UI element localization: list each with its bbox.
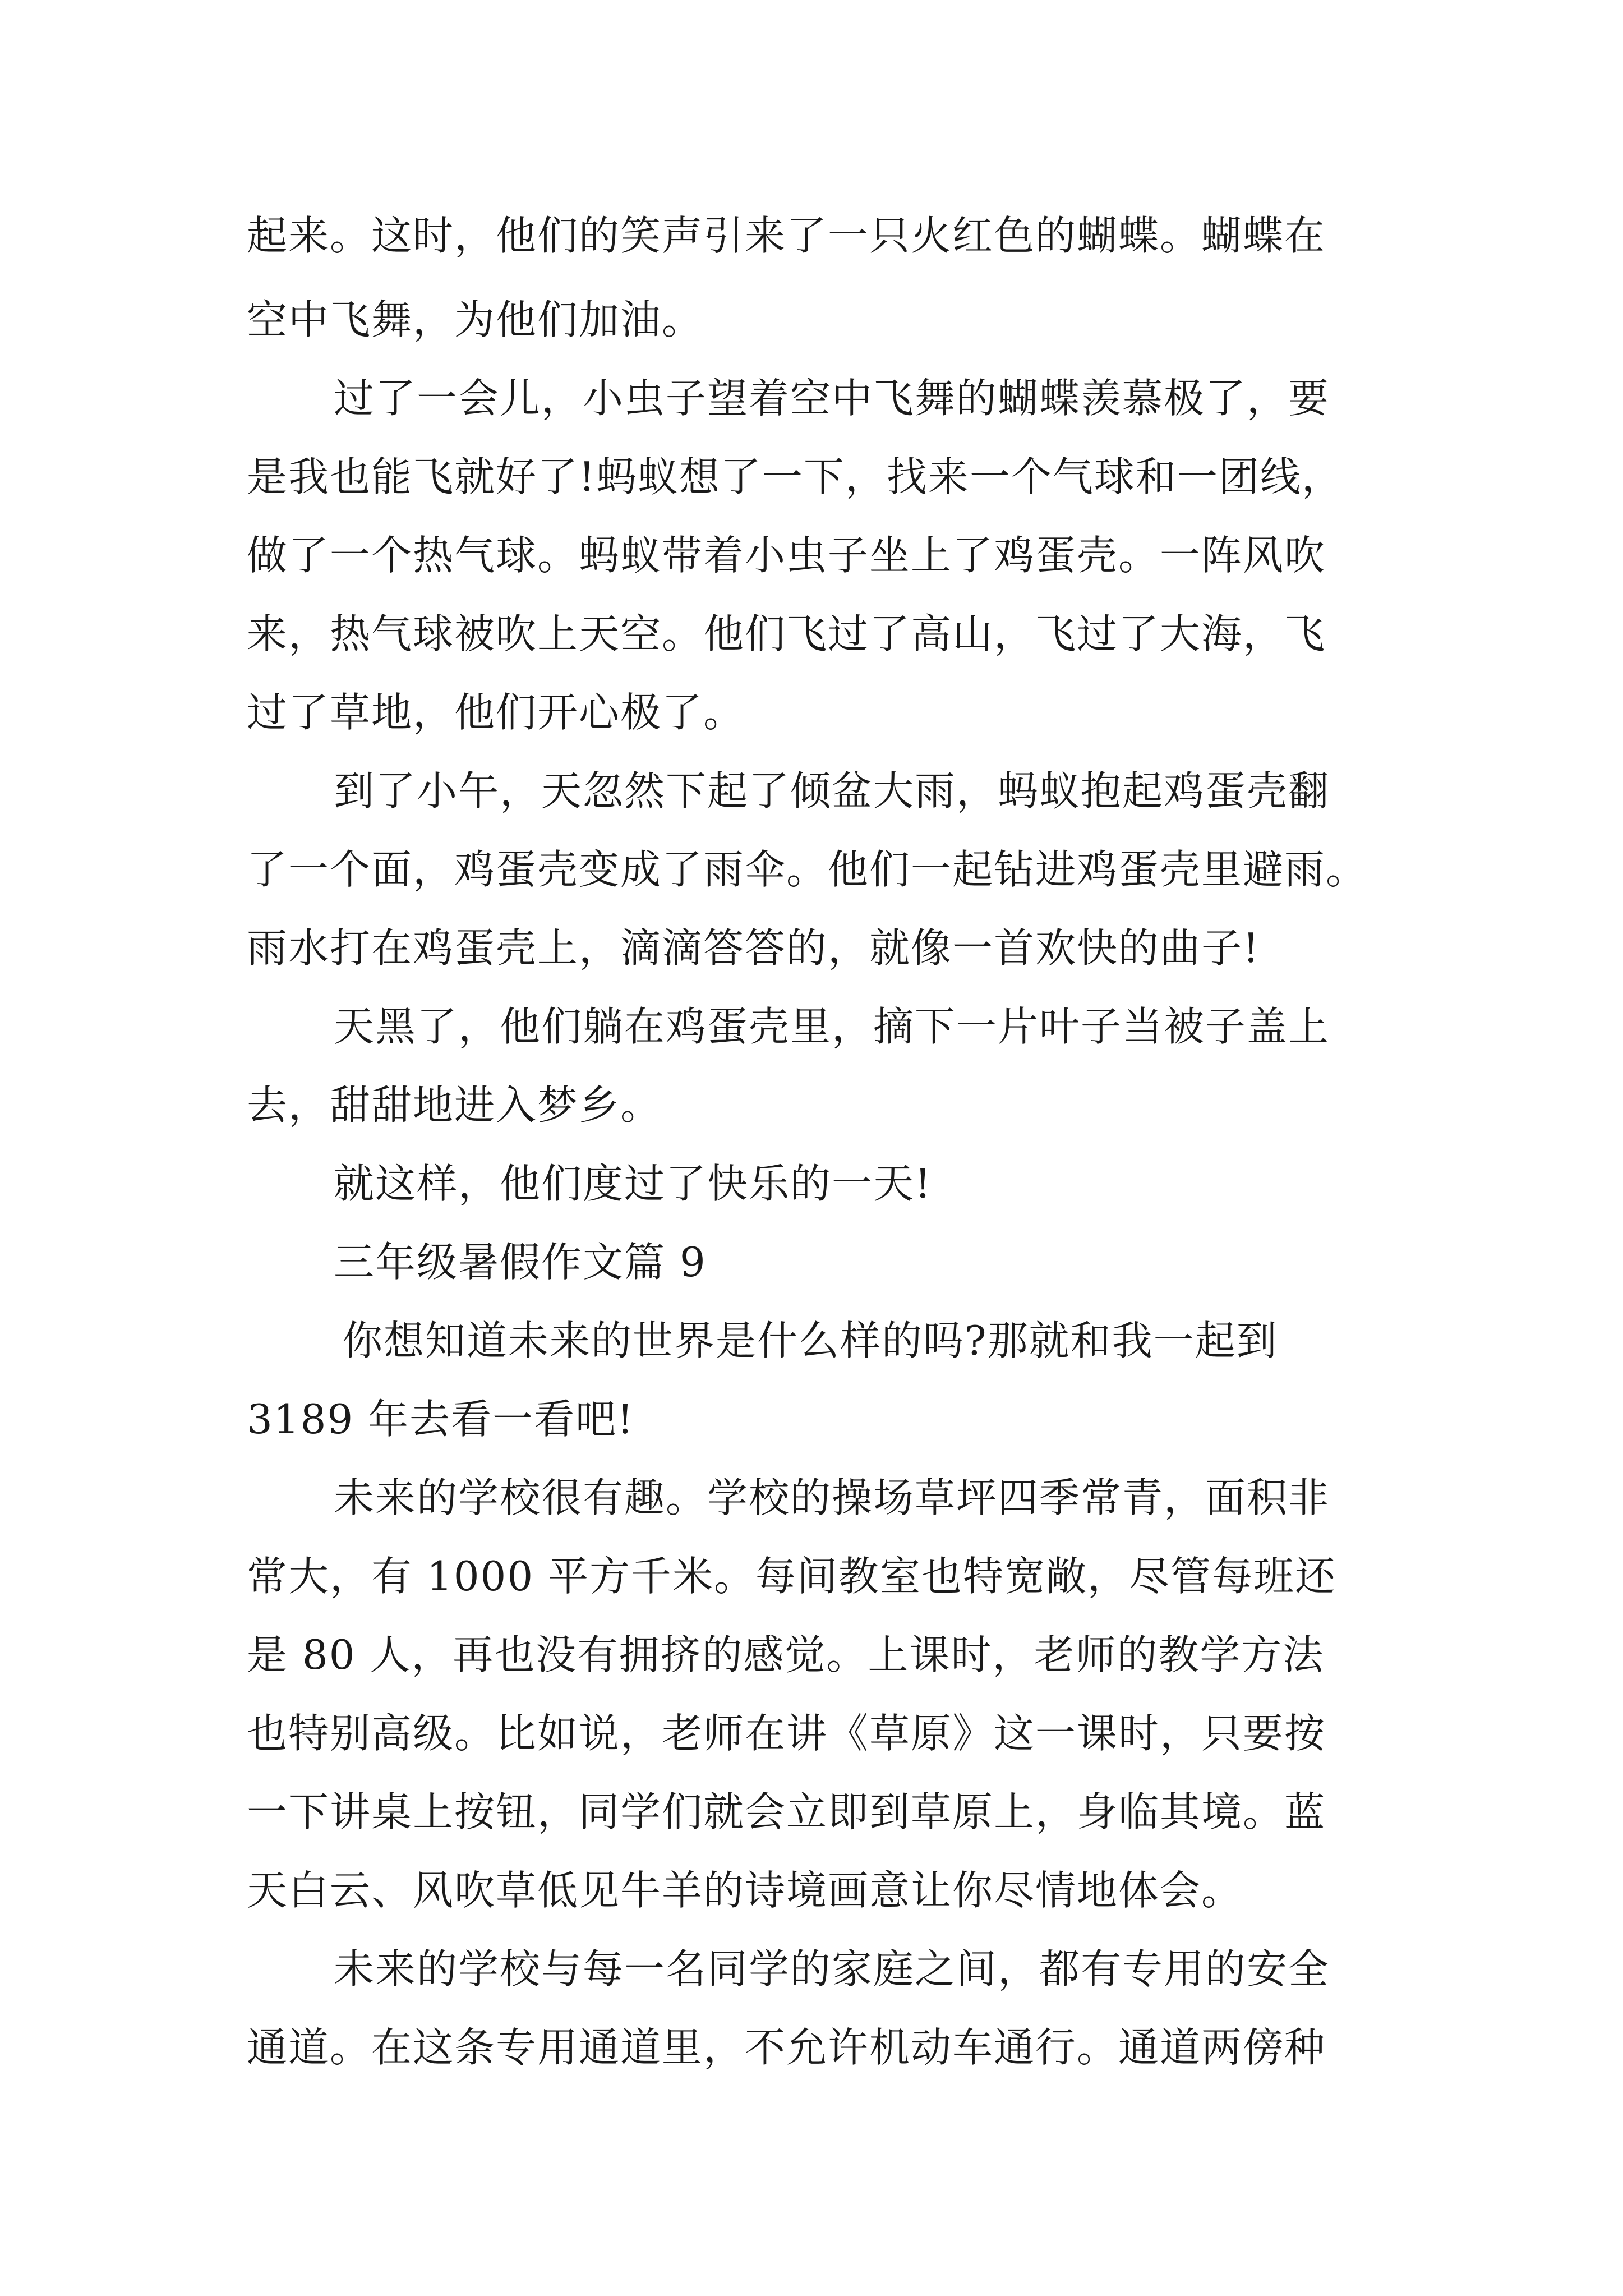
text-line: 雨水打在鸡蛋壳上，滴滴答答的，就像一首欢快的曲子!	[247, 924, 1260, 972]
text-line: 来，热气球被吹上天空。他们飞过了高山，飞过了大海，飞	[247, 610, 1326, 657]
section-heading: 三年级暑假作文篇 9	[334, 1239, 707, 1286]
text-line: 起来。这时，他们的笑声引来了一只火红色的蝴蝶。蝴蝶在	[247, 212, 1326, 259]
text-line: 你想知道未来的世界是什么样的吗?那就和我一起到	[342, 1317, 1278, 1364]
text-line: 天黑了，他们躺在鸡蛋壳里，摘下一片叶子当被子盖上	[334, 1003, 1330, 1050]
text-line: 也特别高级。比如说，老师在讲《草原》这一课时，只要按	[247, 1710, 1326, 1757]
text-line: 未来的学校很有趣。学校的操场草坪四季常青，面积非	[334, 1474, 1330, 1521]
text-line: 去，甜甜地进入梦乡。	[247, 1082, 662, 1129]
text-line: 就这样，他们度过了快乐的一天!	[334, 1160, 932, 1207]
text-line: 是我也能飞就好了!蚂蚁想了一下，找来一个气球和一团线，	[247, 453, 1343, 500]
text-line: 过了一会儿，小虫子望着空中飞舞的蝴蝶羡慕极了，要	[334, 375, 1330, 422]
text-line: 一下讲桌上按钮，同学们就会立即到草原上，身临其境。蓝	[247, 1788, 1326, 1835]
text-line: 未来的学校与每一名同学的家庭之间，都有专用的安全	[334, 1945, 1330, 1993]
text-line: 常大，有 1000 平方千米。每间教室也特宽敞，尽管每班还	[247, 1553, 1337, 1600]
text-line: 了一个面，鸡蛋壳变成了雨伞。他们一起钻进鸡蛋壳里避雨。	[247, 846, 1368, 893]
text-line: 通道。在这条专用通道里，不允许机动车通行。通道两傍种	[247, 2024, 1326, 2071]
text-line: 到了小午，天忽然下起了倾盆大雨，蚂蚁抱起鸡蛋壳翻	[334, 767, 1330, 815]
text-line: 做了一个热气球。蚂蚁带着小虫子坐上了鸡蛋壳。一阵风吹	[247, 532, 1326, 579]
text-line: 过了草地，他们开心极了。	[247, 689, 745, 736]
text-line: 是 80 人，再也没有拥挤的感觉。上课时，老师的教学方法	[247, 1631, 1325, 1678]
text-line: 空中飞舞，为他们加油。	[247, 296, 704, 343]
text-line: 3189 年去看一看吧!	[247, 1396, 635, 1443]
text-line: 天白云、风吹草低见牛羊的诗境画意让你尽情地体会。	[247, 1867, 1243, 1914]
